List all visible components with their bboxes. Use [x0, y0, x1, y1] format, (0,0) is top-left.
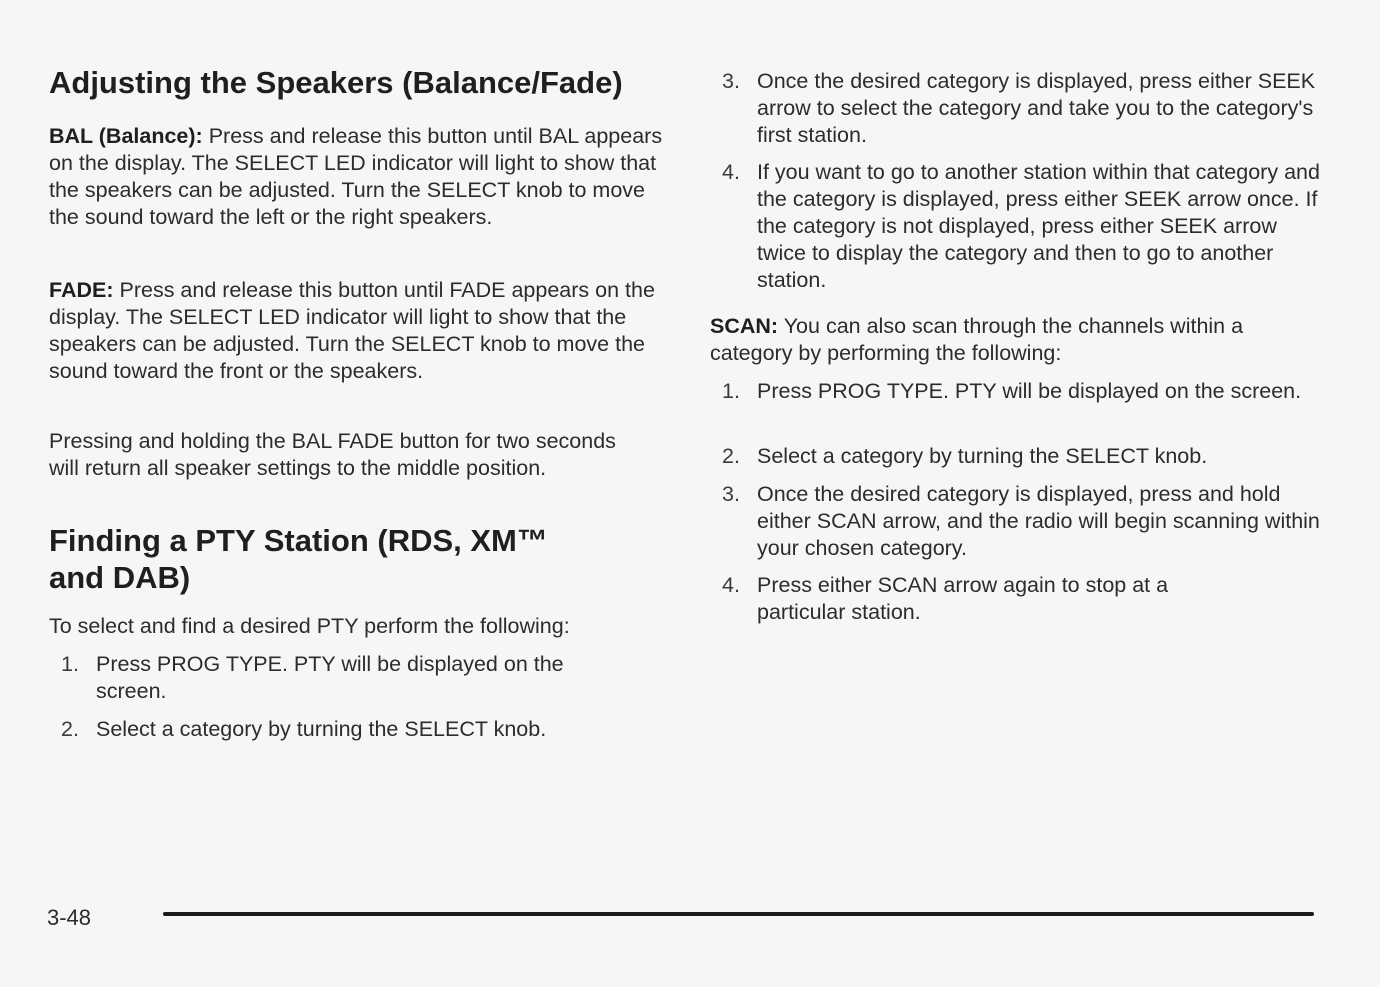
list-item-number: 2.: [722, 444, 740, 468]
scan-paragraph: [710, 313, 1328, 367]
list-item-number: 1.: [722, 379, 740, 403]
left-column: [49, 0, 674, 760]
list-item-number: 1.: [61, 652, 79, 676]
list-item-number: 3.: [722, 69, 740, 93]
list-item-text: Select a category by turning the SELECT knob.: [96, 717, 547, 741]
list-item-text: Select a category by turning the SELECT knob.: [757, 444, 1208, 468]
reset-paragraph: Pressing and holding the BAL FADE button for two seconds will return all speaker settings to the middle position.: [49, 429, 616, 480]
fade-term: FADE:: [49, 278, 114, 302]
list-item: [710, 572, 1250, 626]
bal-paragraph: [49, 123, 674, 231]
section-heading-speakers: Adjusting the Speakers (Balance/Fade): [49, 65, 623, 100]
list-item-text: Once the desired category is displayed, press either SEEK arrow to select the category and take you to the category's first station.: [757, 69, 1316, 147]
right-column: [710, 0, 1328, 640]
list-item-text: Press PROG TYPE. PTY will be displayed on the screen.: [96, 652, 564, 703]
section-heading-pty: Finding a PTY Station (RDS, XM™ and DAB): [49, 523, 548, 595]
list-item-text: Press either SCAN arrow again to stop at a particular station.: [757, 573, 1169, 624]
list-item-number: 3.: [722, 482, 740, 506]
list-item-text: If you want to go to another station within that category and the category is displayed, press either SEEK arrow once. If the category is not displayed, press either SEEK arrow twice to display the category and then to go to another station.: [757, 160, 1320, 292]
page-number: 3-48: [47, 905, 92, 930]
list-item-number: 4.: [722, 160, 740, 184]
footer-divider: [163, 912, 1314, 916]
list-item: [710, 378, 1328, 405]
fade-paragraph: [49, 277, 674, 385]
list-item: [710, 443, 1328, 470]
pty-intro: To select and find a desired PTY perform the following:: [49, 614, 570, 638]
fade-text: Press and release this button until FADE appears on the display. The SELECT LED indicator will light to show that the speakers can be adjusted. Turn the SELECT knob to move the sound toward the front or the speakers.: [49, 278, 655, 383]
list-item-number: 2.: [61, 717, 79, 741]
list-item: [710, 68, 1328, 149]
list-item: [710, 481, 1328, 562]
list-item: [49, 651, 609, 705]
bal-term: BAL (Balance):: [49, 124, 203, 148]
list-item-text: Once the desired category is displayed, press and hold either SCAN arrow, and the radio will begin scanning within your chosen category.: [757, 482, 1320, 560]
bal-text: Press and release this button until BAL appears on the display. The SELECT LED indicator will light to show that the speakers can be adjusted. Turn the SELECT knob to move the sound toward the left or the right speakers.: [49, 124, 663, 229]
scan-term: SCAN:: [710, 314, 779, 338]
list-item-text: Press PROG TYPE. PTY will be displayed on the screen.: [757, 379, 1302, 403]
list-item: [49, 716, 674, 743]
list-item: [710, 159, 1328, 294]
list-item-number: 4.: [722, 573, 740, 597]
scan-text: You can also scan through the channels within a category by performing the following:: [710, 314, 1244, 365]
